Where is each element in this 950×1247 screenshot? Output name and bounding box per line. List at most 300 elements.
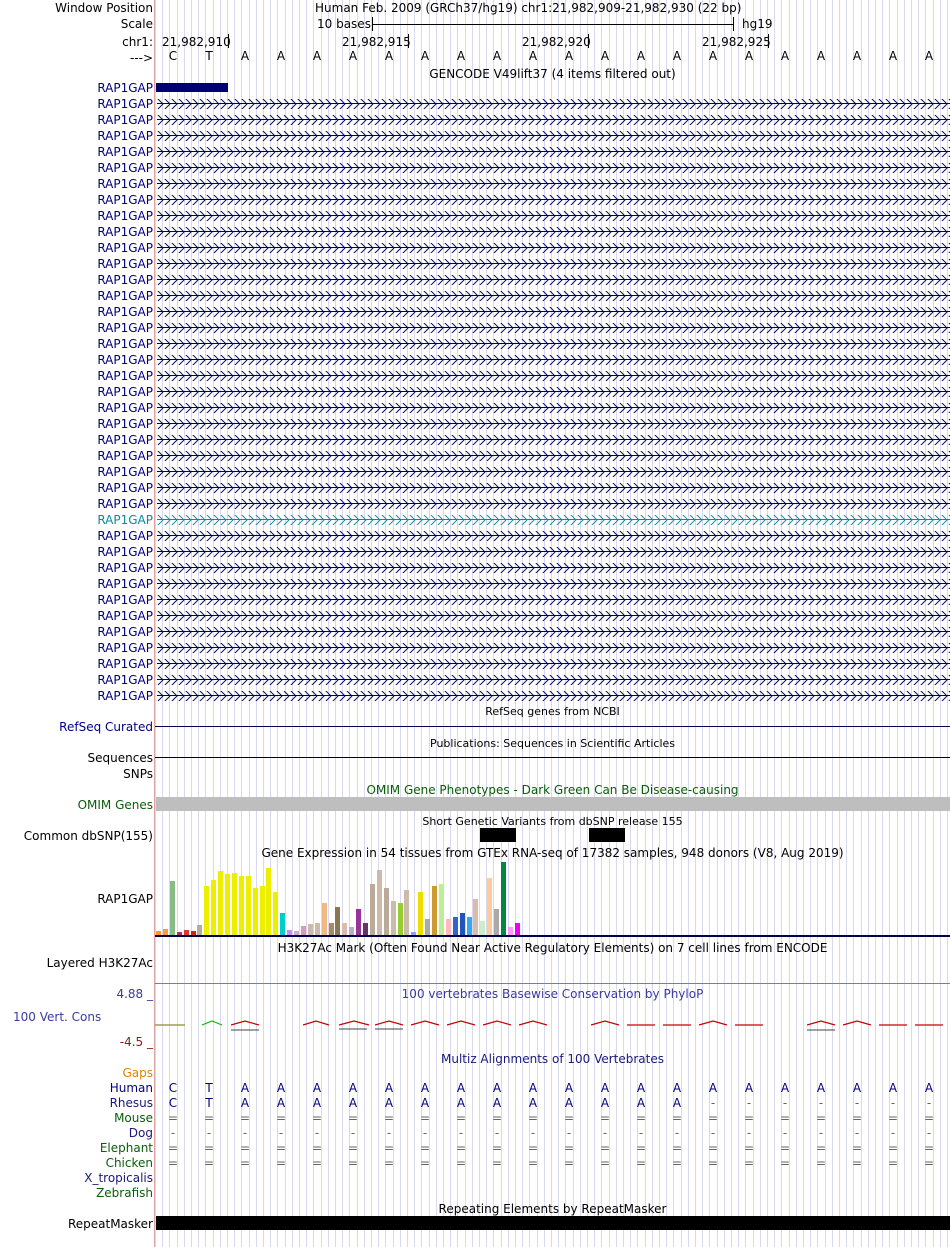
strand-arrows: [157, 387, 950, 397]
gencode-transcript[interactable]: [155, 274, 950, 286]
gencode-transcript[interactable]: [155, 242, 950, 254]
gencode-gene-label[interactable]: RAP1GAP: [97, 81, 153, 95]
gencode-transcript[interactable]: [155, 386, 950, 398]
gtex-tissue-bar[interactable]: [349, 927, 354, 935]
ruler-position-4: 21,982,925: [702, 35, 771, 49]
alignment-base: -: [170, 1126, 176, 1140]
alignment-base: A: [744, 1081, 754, 1095]
alignment-base: T: [205, 1096, 213, 1110]
window-position-label: Window Position: [55, 1, 153, 15]
alignment-base: =: [383, 1141, 395, 1155]
alignment-base: A: [348, 1081, 358, 1095]
alignment-base: =: [383, 1156, 395, 1170]
omim-feature-bar[interactable]: [156, 797, 950, 811]
gtex-tissue-bar[interactable]: [356, 909, 361, 935]
gencode-gene-label[interactable]: RAP1GAP: [97, 689, 153, 703]
gtex-tissue-bar[interactable]: [308, 924, 313, 935]
gencode-gene-label[interactable]: RAP1GAP: [97, 561, 153, 575]
alignment-base: A: [492, 1081, 502, 1095]
gencode-transcript[interactable]: [155, 194, 950, 206]
gencode-gene-label[interactable]: RAP1GAP: [97, 161, 153, 175]
gencode-transcript[interactable]: [155, 322, 950, 334]
alignment-base: -: [782, 1096, 788, 1110]
gencode-transcript[interactable]: [155, 210, 950, 222]
gtex-tissue-bar[interactable]: [322, 903, 327, 935]
alignment-base: =: [707, 1111, 719, 1125]
alignment-base: A: [636, 1096, 646, 1110]
multiz-species-label[interactable]: Mouse: [114, 1111, 153, 1125]
gencode-gene-label[interactable]: RAP1GAP: [97, 273, 153, 287]
gtex-tissue-bar[interactable]: [398, 903, 403, 935]
h3k27ac-track-title[interactable]: H3K27Ac Mark (Often Found Near Active Regulatory Elements) on 7 cell lines from ENCODE: [277, 941, 828, 955]
alignment-base: =: [851, 1141, 863, 1155]
strand-arrows: [157, 163, 950, 173]
gencode-gene-label[interactable]: RAP1GAP: [97, 593, 153, 607]
alignment-base: -: [494, 1126, 500, 1140]
multiz-species-label[interactable]: Elephant: [99, 1141, 153, 1155]
alignment-base: =: [599, 1141, 611, 1155]
gtex-tissue-bar[interactable]: [501, 862, 506, 935]
alignment-base: A: [312, 1096, 322, 1110]
alignment-base: =: [419, 1141, 431, 1155]
gtex-track-title[interactable]: Gene Expression in 54 tissues from GTEx RNA-seq of 17382 samples, 948 donors (V8, Aug 2019): [261, 846, 844, 860]
gencode-gene-label[interactable]: RAP1GAP: [97, 577, 153, 591]
gencode-gene-label[interactable]: RAP1GAP: [97, 497, 153, 511]
gencode-gene-label[interactable]: RAP1GAP: [97, 257, 153, 271]
alignment-base: A: [600, 1096, 610, 1110]
alignment-base: =: [635, 1156, 647, 1170]
alignment-base: -: [746, 1126, 752, 1140]
conservation-track-label[interactable]: 100 Vert. Cons: [13, 1010, 102, 1024]
gencode-transcript[interactable]: [155, 370, 950, 382]
alignment-base: =: [527, 1156, 539, 1170]
alignment-base: -: [458, 1126, 464, 1140]
gencode-gene-label[interactable]: RAP1GAP: [97, 145, 153, 159]
gencode-exon-block[interactable]: [156, 83, 228, 92]
gencode-gene-label[interactable]: RAP1GAP: [97, 97, 153, 111]
gencode-gene-label[interactable]: RAP1GAP: [97, 241, 153, 255]
gencode-transcript[interactable]: [155, 178, 950, 190]
alignment-base: -: [710, 1096, 716, 1110]
gencode-transcript[interactable]: [155, 466, 950, 478]
alignment-base: -: [278, 1126, 284, 1140]
strand-arrows: [157, 451, 950, 461]
alignment-base: =: [419, 1156, 431, 1170]
phylop-score-mark: [699, 1021, 727, 1025]
gtex-tissue-bar[interactable]: [487, 878, 492, 935]
strand-arrows: [157, 435, 950, 445]
alignment-base: A: [708, 1081, 718, 1095]
alignment-base: =: [167, 1111, 179, 1125]
gencode-transcript[interactable]: [155, 498, 950, 510]
gtex-tissue-bar[interactable]: [335, 907, 340, 935]
alignment-base: -: [854, 1126, 860, 1140]
gencode-gene-label[interactable]: RAP1GAP: [97, 465, 153, 479]
multiz-species-label[interactable]: Zebrafish: [96, 1186, 153, 1200]
gtex-tissue-bar[interactable]: [197, 925, 202, 935]
alignment-base: =: [491, 1111, 503, 1125]
gencode-gene-label[interactable]: RAP1GAP: [97, 545, 153, 559]
gtex-tissue-bar[interactable]: [170, 881, 175, 935]
gtex-tissue-bar[interactable]: [218, 871, 223, 935]
alignment-base: =: [275, 1156, 287, 1170]
assembly-position-title: Human Feb. 2009 (GRCh37/hg19) chr1:21,982,909-21,982,930 (22 bp): [315, 1, 742, 15]
publications-track-line[interactable]: [155, 757, 950, 758]
ruler-tick-4: [768, 34, 769, 48]
gencode-transcript[interactable]: [155, 642, 950, 654]
gencode-gene-label[interactable]: RAP1GAP: [97, 321, 153, 335]
gtex-gene-label[interactable]: RAP1GAP: [97, 892, 153, 906]
refseq-track-line[interactable]: [155, 726, 950, 727]
phylop-score-mark: [843, 1021, 871, 1025]
alignment-base: =: [167, 1156, 179, 1170]
alignment-base: -: [206, 1126, 212, 1140]
scale-label: Scale: [120, 17, 153, 31]
chrom-label: chr1:: [122, 35, 153, 49]
snps-label[interactable]: SNPs: [123, 767, 153, 781]
alignment-base: =: [563, 1111, 575, 1125]
alignment-base: -: [638, 1126, 644, 1140]
strand-arrows: [157, 211, 950, 221]
multiz-species-label[interactable]: Rhesus: [109, 1096, 153, 1110]
refseq-track-label[interactable]: RefSeq Curated: [59, 720, 153, 734]
gencode-gene-label[interactable]: RAP1GAP: [97, 129, 153, 143]
gencode-gene-label[interactable]: RAP1GAP: [97, 641, 153, 655]
strand-arrows: [157, 515, 950, 525]
alignment-base: A: [924, 1081, 934, 1095]
gencode-transcript[interactable]: [155, 338, 950, 350]
dbsnp-variant-1[interactable]: [480, 828, 516, 842]
publications-track-title[interactable]: Publications: Sequences in Scientific Articles: [430, 737, 675, 750]
alignment-base: =: [203, 1111, 215, 1125]
alignment-base: =: [707, 1156, 719, 1170]
alignment-base: =: [203, 1156, 215, 1170]
omim-track-label[interactable]: OMIM Genes: [77, 798, 153, 812]
multiz-species-label[interactable]: Human: [109, 1081, 153, 1095]
strand-arrows: [157, 259, 950, 269]
strand-arrows: [157, 691, 950, 701]
gtex-tissue-bar[interactable]: [515, 923, 520, 935]
gtex-tissue-bar[interactable]: [253, 888, 258, 935]
gencode-transcript[interactable]: [155, 434, 950, 446]
alignment-base: -: [530, 1126, 536, 1140]
gtex-tissue-bar[interactable]: [246, 876, 251, 935]
gencode-gene-label[interactable]: RAP1GAP: [97, 193, 153, 207]
gencode-gene-label[interactable]: RAP1GAP: [97, 353, 153, 367]
gencode-transcript[interactable]: [155, 402, 950, 414]
base-letter: A: [924, 49, 934, 63]
gencode-transcript[interactable]: [155, 674, 950, 686]
strand-arrows: [157, 323, 950, 333]
alignment-base: A: [564, 1096, 574, 1110]
alignment-base: =: [167, 1141, 179, 1155]
gencode-gene-label[interactable]: RAP1GAP: [97, 433, 153, 447]
scale-bar-right-tick: [733, 17, 734, 31]
alignment-base: =: [311, 1156, 323, 1170]
gtex-tissue-bar[interactable]: [467, 917, 472, 935]
gtex-tissue-bar[interactable]: [377, 870, 382, 935]
gencode-transcript[interactable]: [155, 690, 950, 702]
alignment-base: A: [852, 1081, 862, 1095]
strand-arrows: [157, 275, 950, 285]
gtex-tissue-bar[interactable]: [273, 892, 278, 935]
alignment-base: =: [455, 1111, 467, 1125]
scale-db: hg19: [742, 17, 773, 31]
base-letter: A: [240, 49, 250, 63]
gencode-transcript[interactable]: [155, 354, 950, 366]
gtex-tissue-bar[interactable]: [232, 873, 237, 935]
multiz-species-label[interactable]: Chicken: [105, 1156, 153, 1170]
gtex-tissue-bar[interactable]: [280, 913, 285, 935]
gtex-tissue-bar[interactable]: [342, 923, 347, 935]
base-letter: A: [384, 49, 394, 63]
strand-arrows: [157, 339, 950, 349]
strand-arrows: [157, 611, 950, 621]
gtex-tissue-bar[interactable]: [446, 919, 451, 935]
ruler-tick-1: [228, 34, 229, 48]
alignment-base: -: [314, 1126, 320, 1140]
alignment-base: A: [888, 1081, 898, 1095]
alignment-base: =: [887, 1111, 899, 1125]
gencode-gene-label[interactable]: RAP1GAP: [97, 209, 153, 223]
gtex-tissue-bar[interactable]: [204, 886, 209, 935]
gtex-tissue-bar[interactable]: [473, 899, 478, 935]
gtex-tissue-bar[interactable]: [384, 888, 389, 935]
strand-arrows: [157, 419, 950, 429]
refseq-track-title[interactable]: RefSeq genes from NCBI: [485, 705, 620, 718]
gencode-transcript[interactable]: [155, 258, 950, 270]
alignment-base: =: [275, 1141, 287, 1155]
gtex-tissue-bar[interactable]: [266, 868, 271, 935]
alignment-base: =: [599, 1111, 611, 1125]
alignment-base: =: [779, 1156, 791, 1170]
alignment-base: =: [491, 1141, 503, 1155]
gencode-gene-label[interactable]: RAP1GAP: [97, 177, 153, 191]
alignment-base: =: [527, 1111, 539, 1125]
multiz-species-label[interactable]: Dog: [128, 1126, 153, 1140]
gtex-tissue-bar[interactable]: [239, 876, 244, 935]
gencode-transcript[interactable]: [155, 146, 950, 158]
repeatmasker-feature-bar[interactable]: [156, 1216, 950, 1230]
gencode-transcript[interactable]: [155, 626, 950, 638]
strand-arrows: [157, 147, 950, 157]
base-letter: A: [816, 49, 826, 63]
gencode-gene-label[interactable]: RAP1GAP: [97, 529, 153, 543]
alignment-base: -: [566, 1126, 572, 1140]
alignment-base: A: [600, 1081, 610, 1095]
gencode-gene-label[interactable]: RAP1GAP: [97, 449, 153, 463]
alignment-base: -: [926, 1126, 932, 1140]
multiz-track-title[interactable]: Multiz Alignments of 100 Vertebrates: [440, 1052, 665, 1066]
gencode-gene-label[interactable]: RAP1GAP: [97, 673, 153, 687]
omim-track-title[interactable]: OMIM Gene Phenotypes - Dark Green Can Be Disease-causing: [366, 783, 739, 797]
gtex-tissue-bar[interactable]: [260, 886, 265, 935]
conservation-max-label: 4.88 _: [116, 987, 153, 1001]
gtex-baseline: [155, 935, 950, 937]
base-letter: A: [276, 49, 286, 63]
gencode-transcript[interactable]: [155, 450, 950, 462]
gencode-gene-label[interactable]: RAP1GAP: [97, 481, 153, 495]
publications-track-label[interactable]: Sequences: [87, 751, 153, 765]
gtex-tissue-bar[interactable]: [301, 926, 306, 935]
strand-arrows: [157, 307, 950, 317]
gencode-gene-label[interactable]: RAP1GAP: [97, 225, 153, 239]
gencode-gene-label[interactable]: RAP1GAP: [97, 369, 153, 383]
gtex-tissue-bar[interactable]: [370, 884, 375, 935]
strand-arrows: [157, 355, 950, 365]
alignment-base: -: [602, 1126, 608, 1140]
alignment-base: =: [707, 1141, 719, 1155]
alignment-base: =: [671, 1156, 683, 1170]
dbsnp-variant-2[interactable]: [589, 828, 625, 842]
gtex-tissue-bar[interactable]: [439, 884, 444, 935]
gencode-transcript[interactable]: [155, 98, 950, 110]
alignment-base: -: [746, 1096, 752, 1110]
gencode-transcript[interactable]: [155, 658, 950, 670]
gencode-transcript[interactable]: [155, 610, 950, 622]
alignment-base: -: [818, 1096, 824, 1110]
alignment-base: =: [275, 1111, 287, 1125]
gtex-tissue-bar[interactable]: [432, 886, 437, 935]
strand-arrows: [157, 99, 950, 109]
dbsnp-track-label[interactable]: Common dbSNP(155): [23, 829, 153, 843]
gencode-gene-label[interactable]: RAP1GAP: [97, 401, 153, 415]
gencode-transcript[interactable]: [155, 562, 950, 574]
conservation-track-title[interactable]: 100 vertebrates Basewise Conservation by PhyloP: [401, 987, 704, 1001]
gtex-tissue-bar[interactable]: [460, 913, 465, 935]
gtex-tissue-bar[interactable]: [329, 923, 334, 935]
gencode-transcript[interactable]: [155, 226, 950, 238]
alignment-base: A: [636, 1081, 646, 1095]
dbsnp-track-title[interactable]: Short Genetic Variants from dbSNP release 155: [422, 815, 683, 828]
gencode-gene-label[interactable]: RAP1GAP: [97, 609, 153, 623]
gtex-tissue-bar[interactable]: [315, 923, 320, 935]
multiz-species-label[interactable]: Gaps: [122, 1066, 153, 1080]
alignment-base: A: [672, 1081, 682, 1095]
gencode-transcript[interactable]: [155, 162, 950, 174]
gtex-bar-chart[interactable]: [155, 860, 950, 935]
alignment-base: =: [923, 1141, 935, 1155]
alignment-base: A: [348, 1096, 358, 1110]
phylop-score-mark: [202, 1021, 222, 1025]
gencode-transcript[interactable]: [155, 514, 950, 526]
gencode-transcript[interactable]: [155, 594, 950, 606]
gencode-transcript[interactable]: [155, 482, 950, 494]
gencode-gene-label[interactable]: RAP1GAP: [97, 289, 153, 303]
alignment-base: A: [456, 1081, 466, 1095]
gencode-transcript[interactable]: [155, 530, 950, 542]
phylop-score-mark: [339, 1021, 369, 1025]
gencode-gene-label[interactable]: RAP1GAP: [97, 305, 153, 319]
strand-label: --->: [129, 51, 153, 65]
strand-arrows: [157, 195, 950, 205]
alignment-base: A: [672, 1096, 682, 1110]
gtex-tissue-bar[interactable]: [494, 909, 499, 935]
gencode-gene-label[interactable]: RAP1GAP: [97, 113, 153, 127]
gencode-transcript[interactable]: [155, 290, 950, 302]
gencode-gene-label[interactable]: RAP1GAP: [97, 657, 153, 671]
gtex-tissue-bar[interactable]: [363, 923, 368, 935]
alignment-base: =: [527, 1141, 539, 1155]
gencode-gene-label[interactable]: RAP1GAP: [97, 513, 153, 527]
gencode-transcript[interactable]: [155, 82, 950, 94]
alignment-base: =: [563, 1156, 575, 1170]
repeatmasker-track-title[interactable]: Repeating Elements by RepeatMasker: [438, 1202, 667, 1216]
gencode-transcript[interactable]: [155, 114, 950, 126]
alignment-base: A: [420, 1096, 430, 1110]
gencode-gene-label[interactable]: RAP1GAP: [97, 385, 153, 399]
alignment-base: -: [926, 1096, 932, 1110]
alignment-base: -: [890, 1126, 896, 1140]
gtex-tissue-bar[interactable]: [404, 890, 409, 935]
alignment-base: =: [383, 1111, 395, 1125]
gtex-tissue-bar[interactable]: [391, 901, 396, 935]
alignment-base: =: [887, 1141, 899, 1155]
alignment-base: A: [780, 1081, 790, 1095]
gtex-tissue-bar[interactable]: [480, 921, 485, 935]
base-letter: C: [168, 49, 178, 63]
multiz-species-label[interactable]: X_tropicalis: [84, 1171, 153, 1185]
strand-arrows: [157, 547, 950, 557]
strand-arrows: [157, 291, 950, 301]
alignment-base: =: [671, 1141, 683, 1155]
strand-arrows: [157, 627, 950, 637]
gencode-transcript[interactable]: [155, 546, 950, 558]
gencode-transcript[interactable]: [155, 306, 950, 318]
phylop-score-mark: [375, 1021, 403, 1025]
repeatmasker-track-label[interactable]: RepeatMasker: [67, 1217, 153, 1231]
h3k27ac-track-label[interactable]: Layered H3K27Ac: [46, 956, 153, 970]
gencode-gene-label[interactable]: RAP1GAP: [97, 417, 153, 431]
conservation-wiggle[interactable]: [155, 1012, 950, 1038]
gtex-tissue-bar[interactable]: [508, 927, 513, 935]
strand-arrows: [157, 179, 950, 189]
gtex-tissue-bar[interactable]: [453, 917, 458, 935]
strand-arrows: [157, 499, 950, 509]
alignment-base: =: [203, 1141, 215, 1155]
base-letter: A: [312, 49, 322, 63]
gencode-gene-label[interactable]: RAP1GAP: [97, 625, 153, 639]
ruler-position-1: 21,982,910: [162, 35, 231, 49]
gencode-transcript[interactable]: [155, 578, 950, 590]
alignment-base: T: [205, 1081, 213, 1095]
gencode-transcript[interactable]: [155, 130, 950, 142]
ruler-position-2: 21,982,915: [342, 35, 411, 49]
gtex-tissue-bar[interactable]: [425, 919, 430, 935]
gtex-tissue-bar[interactable]: [418, 892, 423, 935]
alignment-base: =: [347, 1141, 359, 1155]
alignment-base: -: [890, 1096, 896, 1110]
alignment-base: A: [384, 1081, 394, 1095]
alignment-base: =: [239, 1111, 251, 1125]
alignment-base: =: [239, 1141, 251, 1155]
gtex-tissue-bar[interactable]: [211, 880, 216, 935]
gencode-transcript[interactable]: [155, 418, 950, 430]
alignment-base: =: [419, 1111, 431, 1125]
strand-arrows: [157, 371, 950, 381]
base-letter: A: [780, 49, 790, 63]
gtex-tissue-bar[interactable]: [225, 874, 230, 935]
phylop-score-mark: [519, 1021, 547, 1025]
alignment-base: =: [779, 1111, 791, 1125]
base-letter: A: [348, 49, 358, 63]
gencode-track-title[interactable]: GENCODE V49lift37 (4 items filtered out): [429, 67, 676, 81]
alignment-base: =: [563, 1141, 575, 1155]
base-letter: A: [888, 49, 898, 63]
alignment-base: =: [635, 1111, 647, 1125]
alignment-base: A: [240, 1081, 250, 1095]
gencode-gene-label[interactable]: RAP1GAP: [97, 337, 153, 351]
